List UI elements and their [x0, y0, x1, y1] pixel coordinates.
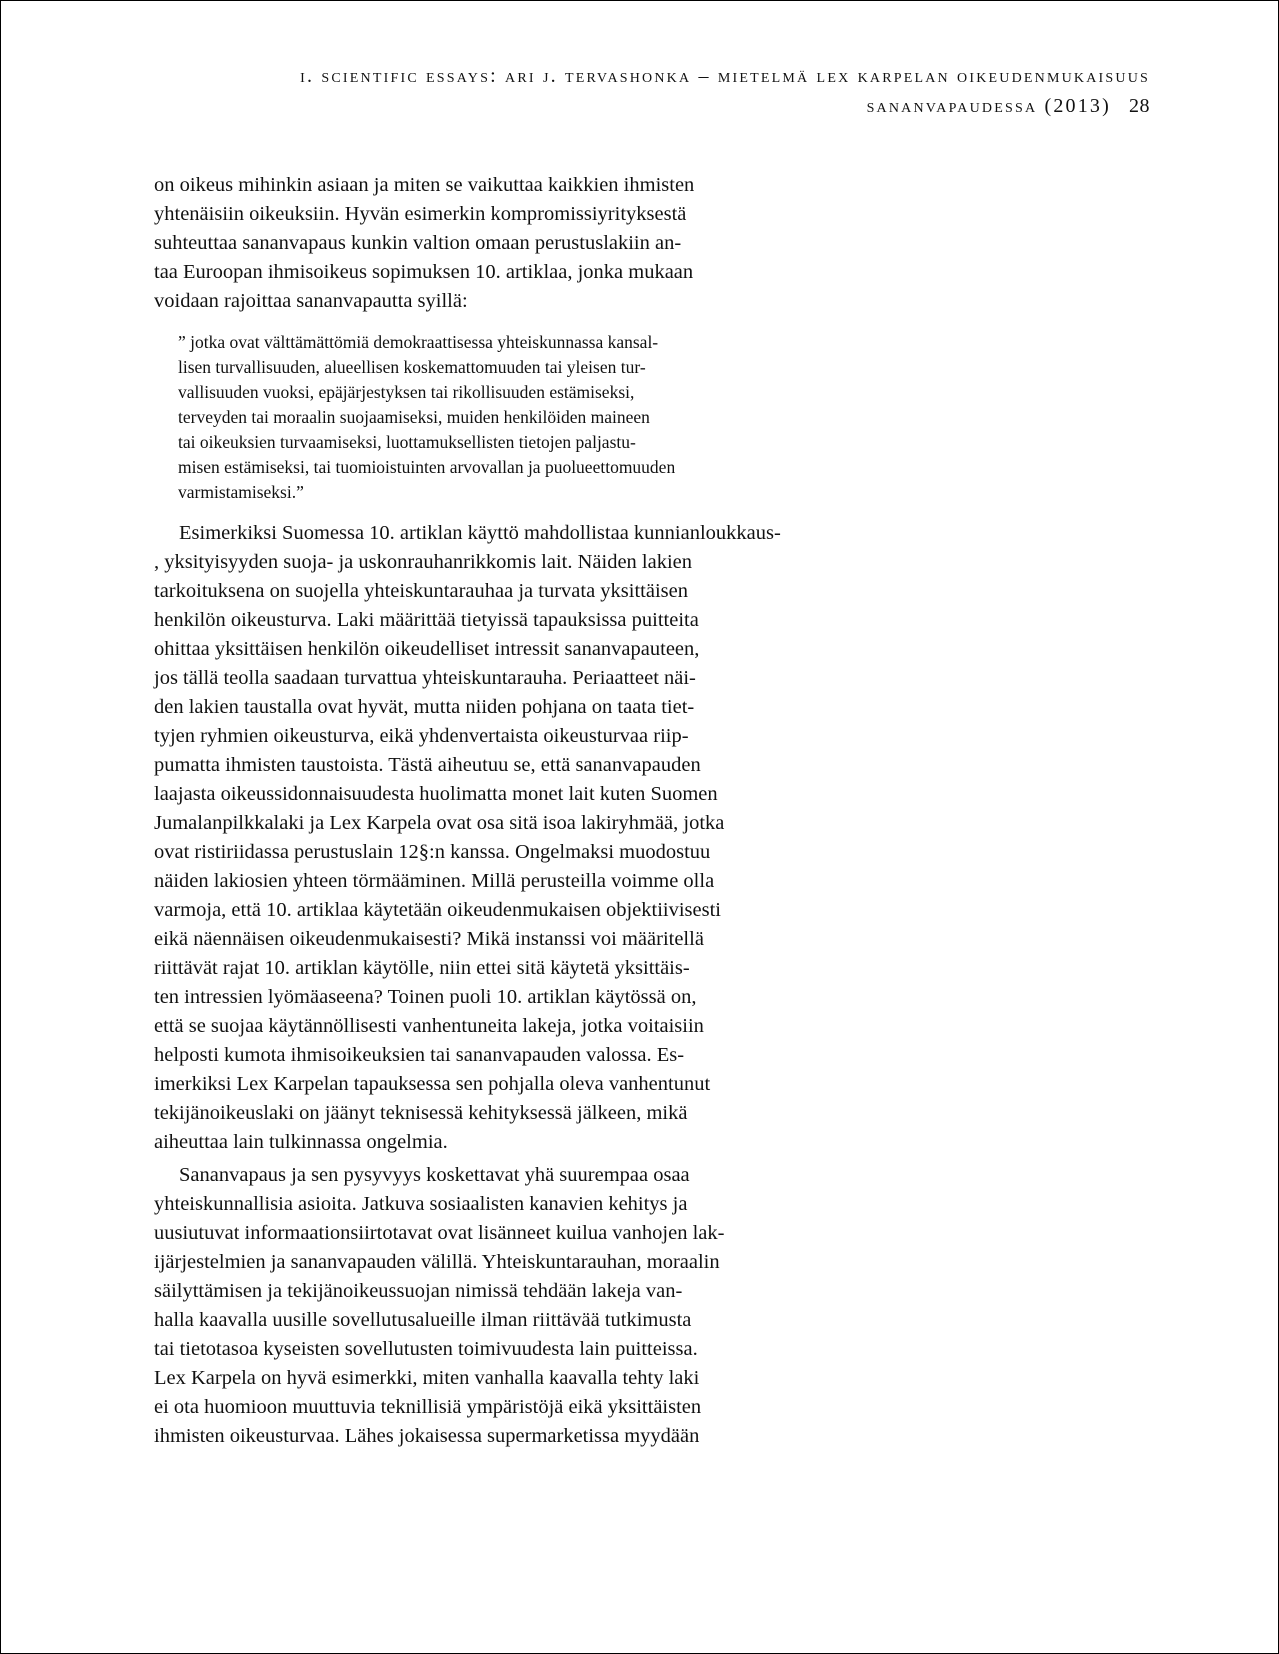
quote-line: vallisuuden vuoksi, epäjärjestyksen tai rikollisuuden estämiseksi, — [178, 382, 635, 402]
text-line: henkilön oikeusturva. Laki määrittää tietyissä tapauksissa puitteita — [154, 609, 699, 631]
text-line: Jumalanpilkkalaki ja Lex Karpela ovat osa sitä isoa lakiryhmää, jotka — [154, 812, 725, 834]
text-line: helposti kumota ihmisoikeuksien tai sananvapauden valossa. Es- — [154, 1044, 685, 1066]
text-line: taa Euroopan ihmisoikeus sopimuksen 10. artiklaa, jonka mukaan — [154, 261, 694, 283]
intro-paragraph — [154, 171, 864, 316]
header-title-continuation: sananvapaudessa (2013) — [866, 95, 1111, 117]
text-line: ten intressien lyömäaseena? Toinen puoli 10. artiklan käytössä on, — [154, 986, 697, 1008]
quote-line: lisen turvallisuuden, alueellisen koskemattomuuden tai yleisen tur- — [178, 357, 646, 377]
text-line: , yksityisyyden suoja- ja uskonrauhanrikkomis lait. Näiden lakien — [154, 551, 693, 573]
text-line: laajasta oikeussidonnaisuudesta huolimatta monet lait kuten Suomen — [154, 783, 718, 805]
text-line: aiheuttaa lain tulkinnassa ongelmia. — [154, 1131, 448, 1153]
page-number: 28 — [1129, 95, 1150, 117]
text-line: tarkoituksena on suojella yhteiskuntarauhaa ja turvata yksittäisen — [154, 580, 688, 602]
text-line: tyjen ryhmien oikeusturva, eikä yhdenvertaista oikeusturvaa riip- — [154, 725, 689, 747]
text-line: Sananvapaus ja sen pysyvyys koskettavat yhä suurempaa osaa — [179, 1164, 690, 1186]
text-line: riittävät rajat 10. artiklan käytölle, niin ettei sitä käytetä yksittäis- — [154, 957, 690, 979]
text-line: että se suojaa käytännöllisesti vanhentuneita lakeja, jotka voitaisiin — [154, 1015, 704, 1037]
text-line: varmoja, että 10. artiklaa käytetään oikeudenmukaisen objektiivisesti — [154, 899, 721, 921]
text-line: eikä näennäisen oikeudenmukaisesti? Mikä instanssi voi määritellä — [154, 928, 704, 950]
text-line: uusiutuvat informaationsiirtotavat ovat lisänneet kuilua vanhojen lak- — [154, 1222, 725, 1244]
text-line: halla kaavalla uusille sovellutusalueille ilman riittävää tutkimusta — [154, 1309, 692, 1331]
text-line: tai tietotasoa kyseisten sovellutusten toimivuudesta lain puitteissa. — [154, 1338, 698, 1360]
quote-line: tai oikeuksien turvaamiseksi, luottamuksellisten tietojen paljastu- — [178, 432, 636, 452]
text-line: yhteiskunnallisia asioita. Jatkuva sosiaalisten kanavien kehitys ja — [154, 1193, 688, 1215]
text-line: yhtenäisiin oikeuksiin. Hyvän esimerkin kompromissiyrityksestä — [154, 203, 687, 225]
quote-line: varmistamiseksi.” — [178, 482, 304, 502]
text-line: ohittaa yksittäisen henkilön oikeudelliset intressit sananvapauteen, — [154, 638, 700, 660]
text-line: ijärjestelmien ja sananvapauden välillä. Yhteiskuntarauhan, moraalin — [154, 1251, 720, 1273]
text-line: jos tällä teolla saadaan turvattua yhteiskuntarauha. Periaatteet näi- — [154, 667, 696, 689]
text-line: voidaan rajoittaa sananvapautta syillä: — [154, 290, 468, 312]
running-header — [150, 61, 1150, 121]
text-line: ihmisten oikeusturvaa. Lähes jokaisessa supermarketissa myydään — [154, 1425, 700, 1447]
quote-line: ” jotka ovat välttämättömiä demokraattisessa yhteiskunnassa kansal- — [178, 332, 659, 352]
text-line: den lakien taustalla ovat hyvät, mutta niiden pohjana on taata tiet- — [154, 696, 695, 718]
quote-line: terveyden tai moraalin suojaamiseksi, muiden henkilöiden maineen — [178, 407, 650, 427]
paragraph-1 — [154, 519, 864, 1157]
header-line-1: i. scientific essays: ari j. tervashonka – mietelmä lex karpelan oikeudenmukaisuus — [300, 65, 1150, 87]
text-line: Esimerkiksi Suomessa 10. artiklan käyttö mahdollistaa kunnianloukkaus- — [179, 522, 781, 544]
text-line: Lex Karpela on hyvä esimerkki, miten vanhalla kaavalla tehty laki — [154, 1367, 700, 1389]
text-line: näiden lakiosien yhteen törmääminen. Millä perusteilla voimme olla — [154, 870, 715, 892]
text-line: pumatta ihmisten taustoista. Tästä aiheutuu se, että sananvapauden — [154, 754, 701, 776]
text-line: suhteuttaa sananvapaus kunkin valtion omaan perustuslakiin an- — [154, 232, 682, 254]
text-line: tekijänoikeuslaki on jäänyt teknisessä kehityksessä jälkeen, mikä — [154, 1102, 688, 1124]
block-quote — [178, 330, 864, 505]
text-line: ei ota huomioon muuttuvia teknillisiä ympäristöjä eikä yksittäisten — [154, 1396, 702, 1418]
body-text — [154, 171, 864, 1451]
text-line: on oikeus mihinkin asiaan ja miten se vaikuttaa kaikkien ihmisten — [154, 174, 695, 196]
quote-line: misen estämiseksi, tai tuomioistuinten arvovallan ja puolueettomuuden — [178, 457, 676, 477]
paragraph-2 — [154, 1161, 864, 1451]
header-line-2 — [150, 91, 1150, 121]
text-line: imerkiksi Lex Karpelan tapauksessa sen pohjalla oleva vanhentunut — [154, 1073, 711, 1095]
text-line: säilyttämisen ja tekijänoikeussuojan nimissä tehdään lakeja van- — [154, 1280, 683, 1302]
text-line: ovat ristiriidassa perustuslain 12§:n kanssa. Ongelmaksi muodostuu — [154, 841, 711, 863]
